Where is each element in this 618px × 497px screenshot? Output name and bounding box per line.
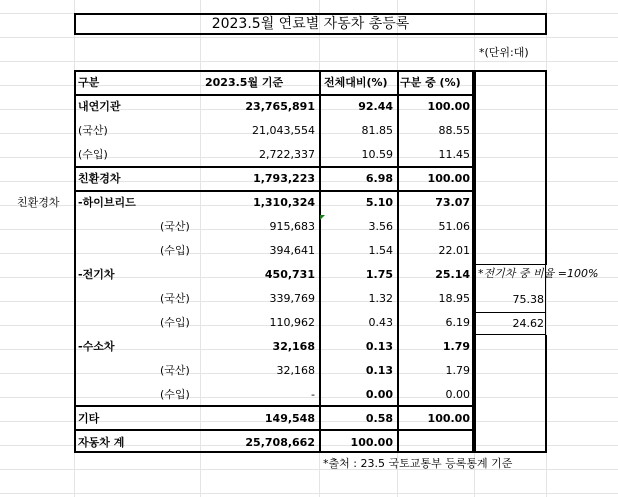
row-label: (수입): [160, 316, 190, 329]
row-count: 1,793,223: [253, 172, 315, 185]
row-count: 394,641: [269, 244, 315, 257]
row-label: (수입): [78, 148, 108, 161]
row-label: (수입): [160, 388, 190, 401]
row-share-total: 6.98: [365, 172, 393, 185]
row-share-total: 1.32: [368, 292, 393, 305]
row-share-group: 0.00: [445, 388, 470, 401]
row-count: 32,168: [272, 340, 315, 353]
row-label: (국산): [78, 124, 108, 137]
row-share-total: 0.58: [365, 412, 393, 425]
row-share-group: 88.55: [438, 124, 470, 137]
row-share-total: 5.10: [365, 196, 393, 209]
row-count: 450,731: [264, 268, 315, 281]
row-label: 기타: [78, 412, 100, 425]
sheet-title: 2023.5월 연료별 자동차 총등록: [211, 16, 410, 32]
row-share-total: 100.00: [350, 436, 393, 449]
row-count: 23,765,891: [245, 100, 315, 113]
row-share-group: 1.79: [442, 340, 470, 353]
ev-note-divider: [474, 312, 546, 313]
row-count: -: [311, 388, 315, 401]
group-divider: [74, 166, 474, 168]
row-share-group: 22.01: [438, 244, 470, 257]
unit-note: *(단위:대): [479, 46, 529, 59]
row-share-total: 92.44: [358, 100, 393, 113]
row-label: 자동차 계: [78, 436, 125, 449]
ev-note: *전기차 중 비율 =100%: [478, 267, 599, 280]
row-label: 내연기관: [78, 100, 121, 113]
row-label: (수입): [160, 244, 190, 257]
source-note: *출처 : 23.5 국토교통부 등록통계 기준: [323, 457, 513, 470]
ev-domestic-pct: 75.38: [512, 293, 544, 306]
row-label: -하이브리드: [78, 196, 136, 209]
row-share-group: 18.95: [438, 292, 470, 305]
row-count: 110,962: [269, 316, 315, 329]
row-share-total: 10.59: [361, 148, 393, 161]
grid-row-line: [0, 61, 618, 62]
row-share-total: 0.43: [368, 316, 393, 329]
row-label: -전기차: [78, 268, 115, 281]
row-count: 32,168: [276, 364, 315, 377]
grid-row-line: [0, 493, 618, 494]
cell-comment-marker: [320, 215, 325, 220]
row-count: 2,722,337: [259, 148, 315, 161]
row-label: (국산): [160, 292, 190, 305]
row-label: 친환경차: [78, 172, 121, 185]
row-label: (국산): [160, 364, 190, 377]
header-divider: [74, 94, 474, 96]
row-share-total: 1.54: [368, 244, 393, 257]
group-divider: [74, 405, 474, 407]
grid-row-line: [0, 469, 618, 470]
outer-col-line: [545, 70, 547, 265]
row-share-group: 51.06: [438, 220, 470, 233]
group-divider: [74, 190, 474, 192]
group-divider: [74, 429, 474, 431]
header-share-group: 구분 중 (%): [400, 76, 461, 89]
row-share-group: 25.14: [435, 268, 470, 281]
row-count: 1,310,324: [253, 196, 315, 209]
row-share-total: 1.75: [365, 268, 393, 281]
row-count: 25,708,662: [245, 436, 315, 449]
outer-row-line: [474, 70, 546, 72]
row-share-group: 11.45: [438, 148, 470, 161]
header-category: 구분: [78, 76, 100, 89]
row-share-group: 6.19: [445, 316, 470, 329]
row-share-total: 0.13: [365, 340, 393, 353]
side-label: 친환경차: [17, 196, 60, 209]
outer-col-line: [545, 335, 547, 453]
col-divider: [474, 70, 476, 453]
row-share-group: 1.79: [445, 364, 470, 377]
row-share-total: 0.00: [365, 388, 393, 401]
row-count: 915,683: [269, 220, 315, 233]
grid-row-line: [0, 37, 618, 38]
header-share-total: 전체대비(%): [324, 76, 388, 89]
outer-row-line: [474, 451, 546, 453]
row-count: 21,043,554: [252, 124, 315, 137]
row-share-total: 81.85: [361, 124, 393, 137]
header-count: 2023.5월 기준: [205, 76, 284, 89]
row-label: -수소차: [78, 340, 115, 353]
row-share-total: 3.56: [368, 220, 393, 233]
row-share-group: 73.07: [435, 196, 470, 209]
row-count: 339,769: [269, 292, 315, 305]
row-share-group: 100.00: [427, 100, 470, 113]
row-count: 149,548: [264, 412, 315, 425]
ev-import-pct: 24.62: [512, 317, 544, 330]
row-label: (국산): [160, 220, 190, 233]
row-share-total: 0.13: [365, 364, 393, 377]
row-share-group: 100.00: [427, 412, 470, 425]
row-share-group: 100.00: [427, 172, 470, 185]
